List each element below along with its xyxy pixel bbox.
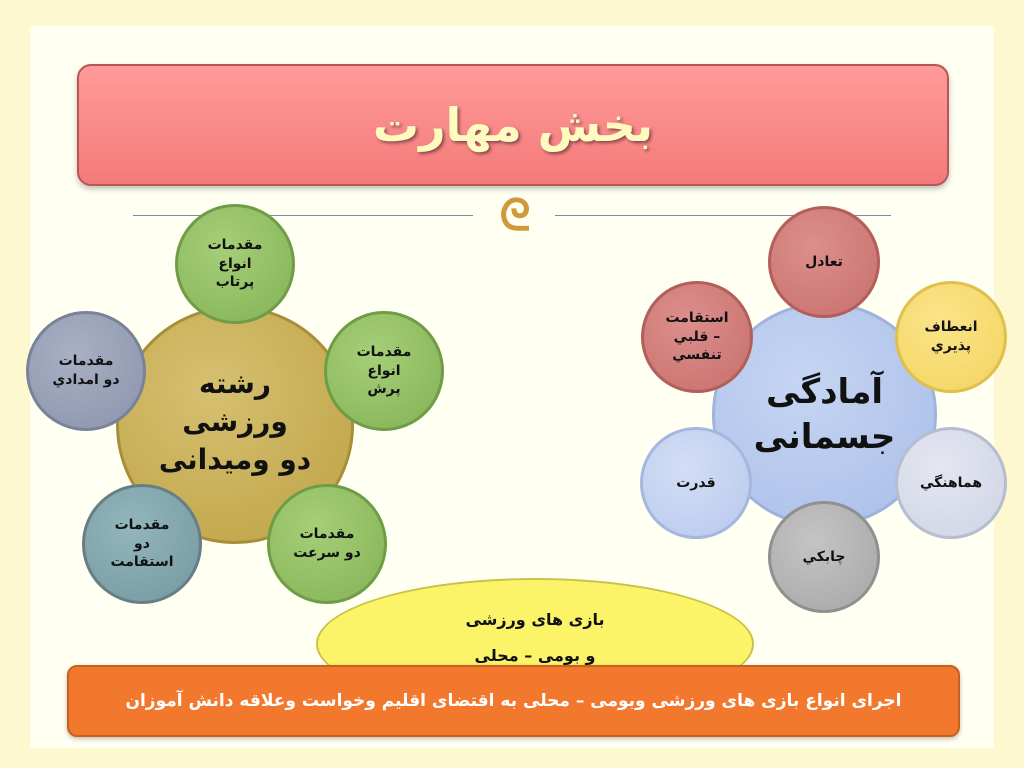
ornament-icon: ᘓ [499,190,531,241]
ellipse-label-line: بازی های ورزشی [465,610,605,629]
node-label-line: دو امدادي [52,372,120,388]
node-label-line: مقدمات [356,343,412,360]
center-label-line: جسمانی [753,416,896,457]
node-label-line: پرتاب [215,274,255,291]
node-label-line: انواع [218,255,252,272]
center-label-line: آمادگی [765,372,884,413]
node-label-line: انعطاف [924,319,978,336]
bottom-banner-text: اجرای انواع بازی های ورزشی وبومی – محلی به اقتضای اقلیم وخواست وعلاقه دانش آموزان [125,691,902,711]
jumping-circle [324,311,444,431]
center-label-line: دو ومیدانی [158,442,312,476]
node-label-line: قلبي – [673,328,721,345]
node-label-line: چابكي [802,548,846,565]
node-label-line: پرش [367,381,401,398]
center-label-line: ورزشی [182,405,288,439]
sprint-circle [267,484,387,604]
node-label-line: مقدمات [207,236,263,253]
node-label-line: مقدمات [114,516,170,533]
bottom-banner [67,665,960,737]
node-label-line: تعادل [805,253,843,270]
title-banner [77,64,949,186]
endurance-run-circle [82,484,202,604]
balance-circle [768,206,880,318]
agility-circle [768,501,880,613]
node-label-line: دو [134,535,150,552]
divider-line-left [133,215,473,216]
node-label-line: دو سرعت [293,545,361,561]
node-label-line: تنفسي [672,347,722,364]
strength-circle [640,427,752,539]
node-label-line: هماهنگي [919,474,983,491]
node-label-line: مقدمات [58,353,114,370]
node-label-line: مقدمات [299,526,355,543]
ellipse-label-line: و بومی – محلی [474,646,596,665]
relay-circle [26,311,146,431]
center-label-line: رشته [198,367,272,401]
node-label-line: استقامت [665,309,729,326]
slide-title: بخش مهارت [372,98,654,152]
node-label-line: قدرت [676,474,716,491]
cardio-endurance-circle [641,281,753,393]
node-label-line: پذيري [930,338,972,354]
node-label-line: استقامت [110,554,174,571]
node-label-line: انواع [367,362,401,379]
coordination-circle [895,427,1007,539]
flexibility-circle [895,281,1007,393]
throwing-circle [175,204,295,324]
